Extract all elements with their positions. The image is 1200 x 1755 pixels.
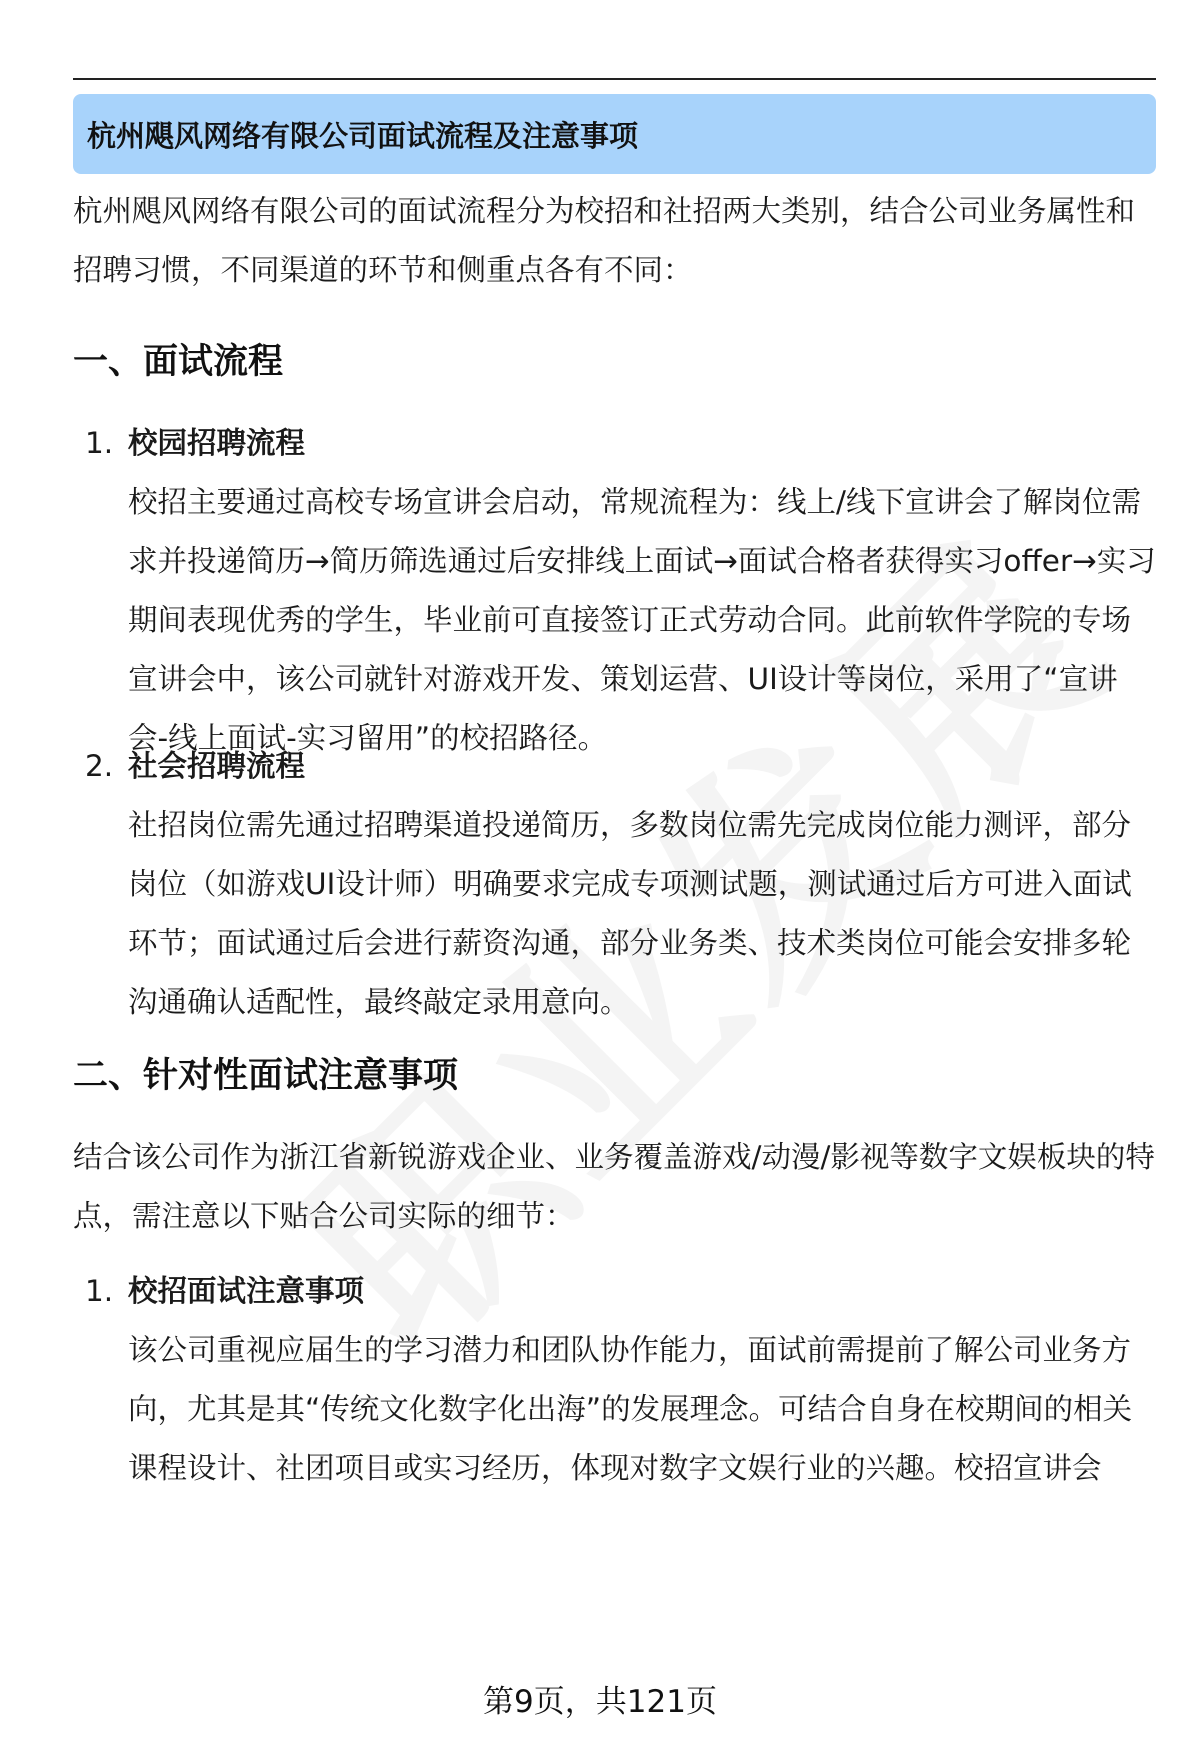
top-rule — [73, 78, 1156, 80]
list-item-title: 社会招聘流程 — [128, 749, 306, 783]
list-item-title: 校园招聘流程 — [128, 426, 306, 460]
list-item-body: 校招主要通过高校专场宣讲会启动，常规流程为：线上/线下宣讲会了解岗位需求并投递简历→简历筛选通过后安排线上面试→面试合格者获得实习offer→实习期间表现优秀的学生，毕业前可直接签订正式劳动合同。此前软件学院的专场宣讲会中，该公司就针对游戏开发、策划运营、UI设计等岗位，采用了“宣讲会-线上面试-实习留用”的校招路径。 — [128, 485, 1156, 755]
list-item-number: 1. — [85, 426, 114, 460]
title-banner — [73, 94, 1156, 174]
section-heading-1: 一、面试流程 — [73, 342, 284, 382]
list-item-body: 社招岗位需先通过招聘渠道投递简历，多数岗位需先完成岗位能力测评，部分岗位（如游戏UI设计师）明确要求完成专项测试题，测试通过后方可进入面试环节；面试通过后会进行薪资沟通，部分业务类、技术类岗位可能会安排多轮沟通确认适配性，最终敲定录用意向。 — [128, 808, 1132, 1019]
list-item — [73, 1262, 1156, 1498]
list-item — [73, 414, 1156, 768]
list-item-title: 校招面试注意事项 — [128, 1274, 365, 1308]
section2-intro-paragraph: 结合该公司作为浙江省新锐游戏企业、业务覆盖游戏/动漫/影视等数字文娱板块的特点，需注意以下贴合公司实际的细节： — [73, 1140, 1155, 1233]
list-item-number: 2. — [85, 749, 114, 783]
intro-paragraph: 杭州飓风网络有限公司的面试流程分为校招和社招两大类别，结合公司业务属性和招聘习惯，不同渠道的环节和侧重点各有不同： — [73, 194, 1136, 287]
document-title: 杭州飓风网络有限公司面试流程及注意事项 — [87, 118, 639, 153]
list-item-number: 1. — [85, 1274, 114, 1308]
page-footer: 第9页，共121页 — [483, 1684, 717, 1720]
list-item — [73, 737, 1156, 1032]
section-heading-2: 二、针对性面试注意事项 — [73, 1056, 459, 1096]
list-item-body: 该公司重视应届生的学习潜力和团队协作能力，面试前需提前了解公司业务方向，尤其是其“传统文化数字化出海”的发展理念。可结合自身在校期间的相关课程设计、社团项目或实习经历，体现对数字文娱行业的兴趣。校招宣讲会 — [128, 1333, 1133, 1485]
